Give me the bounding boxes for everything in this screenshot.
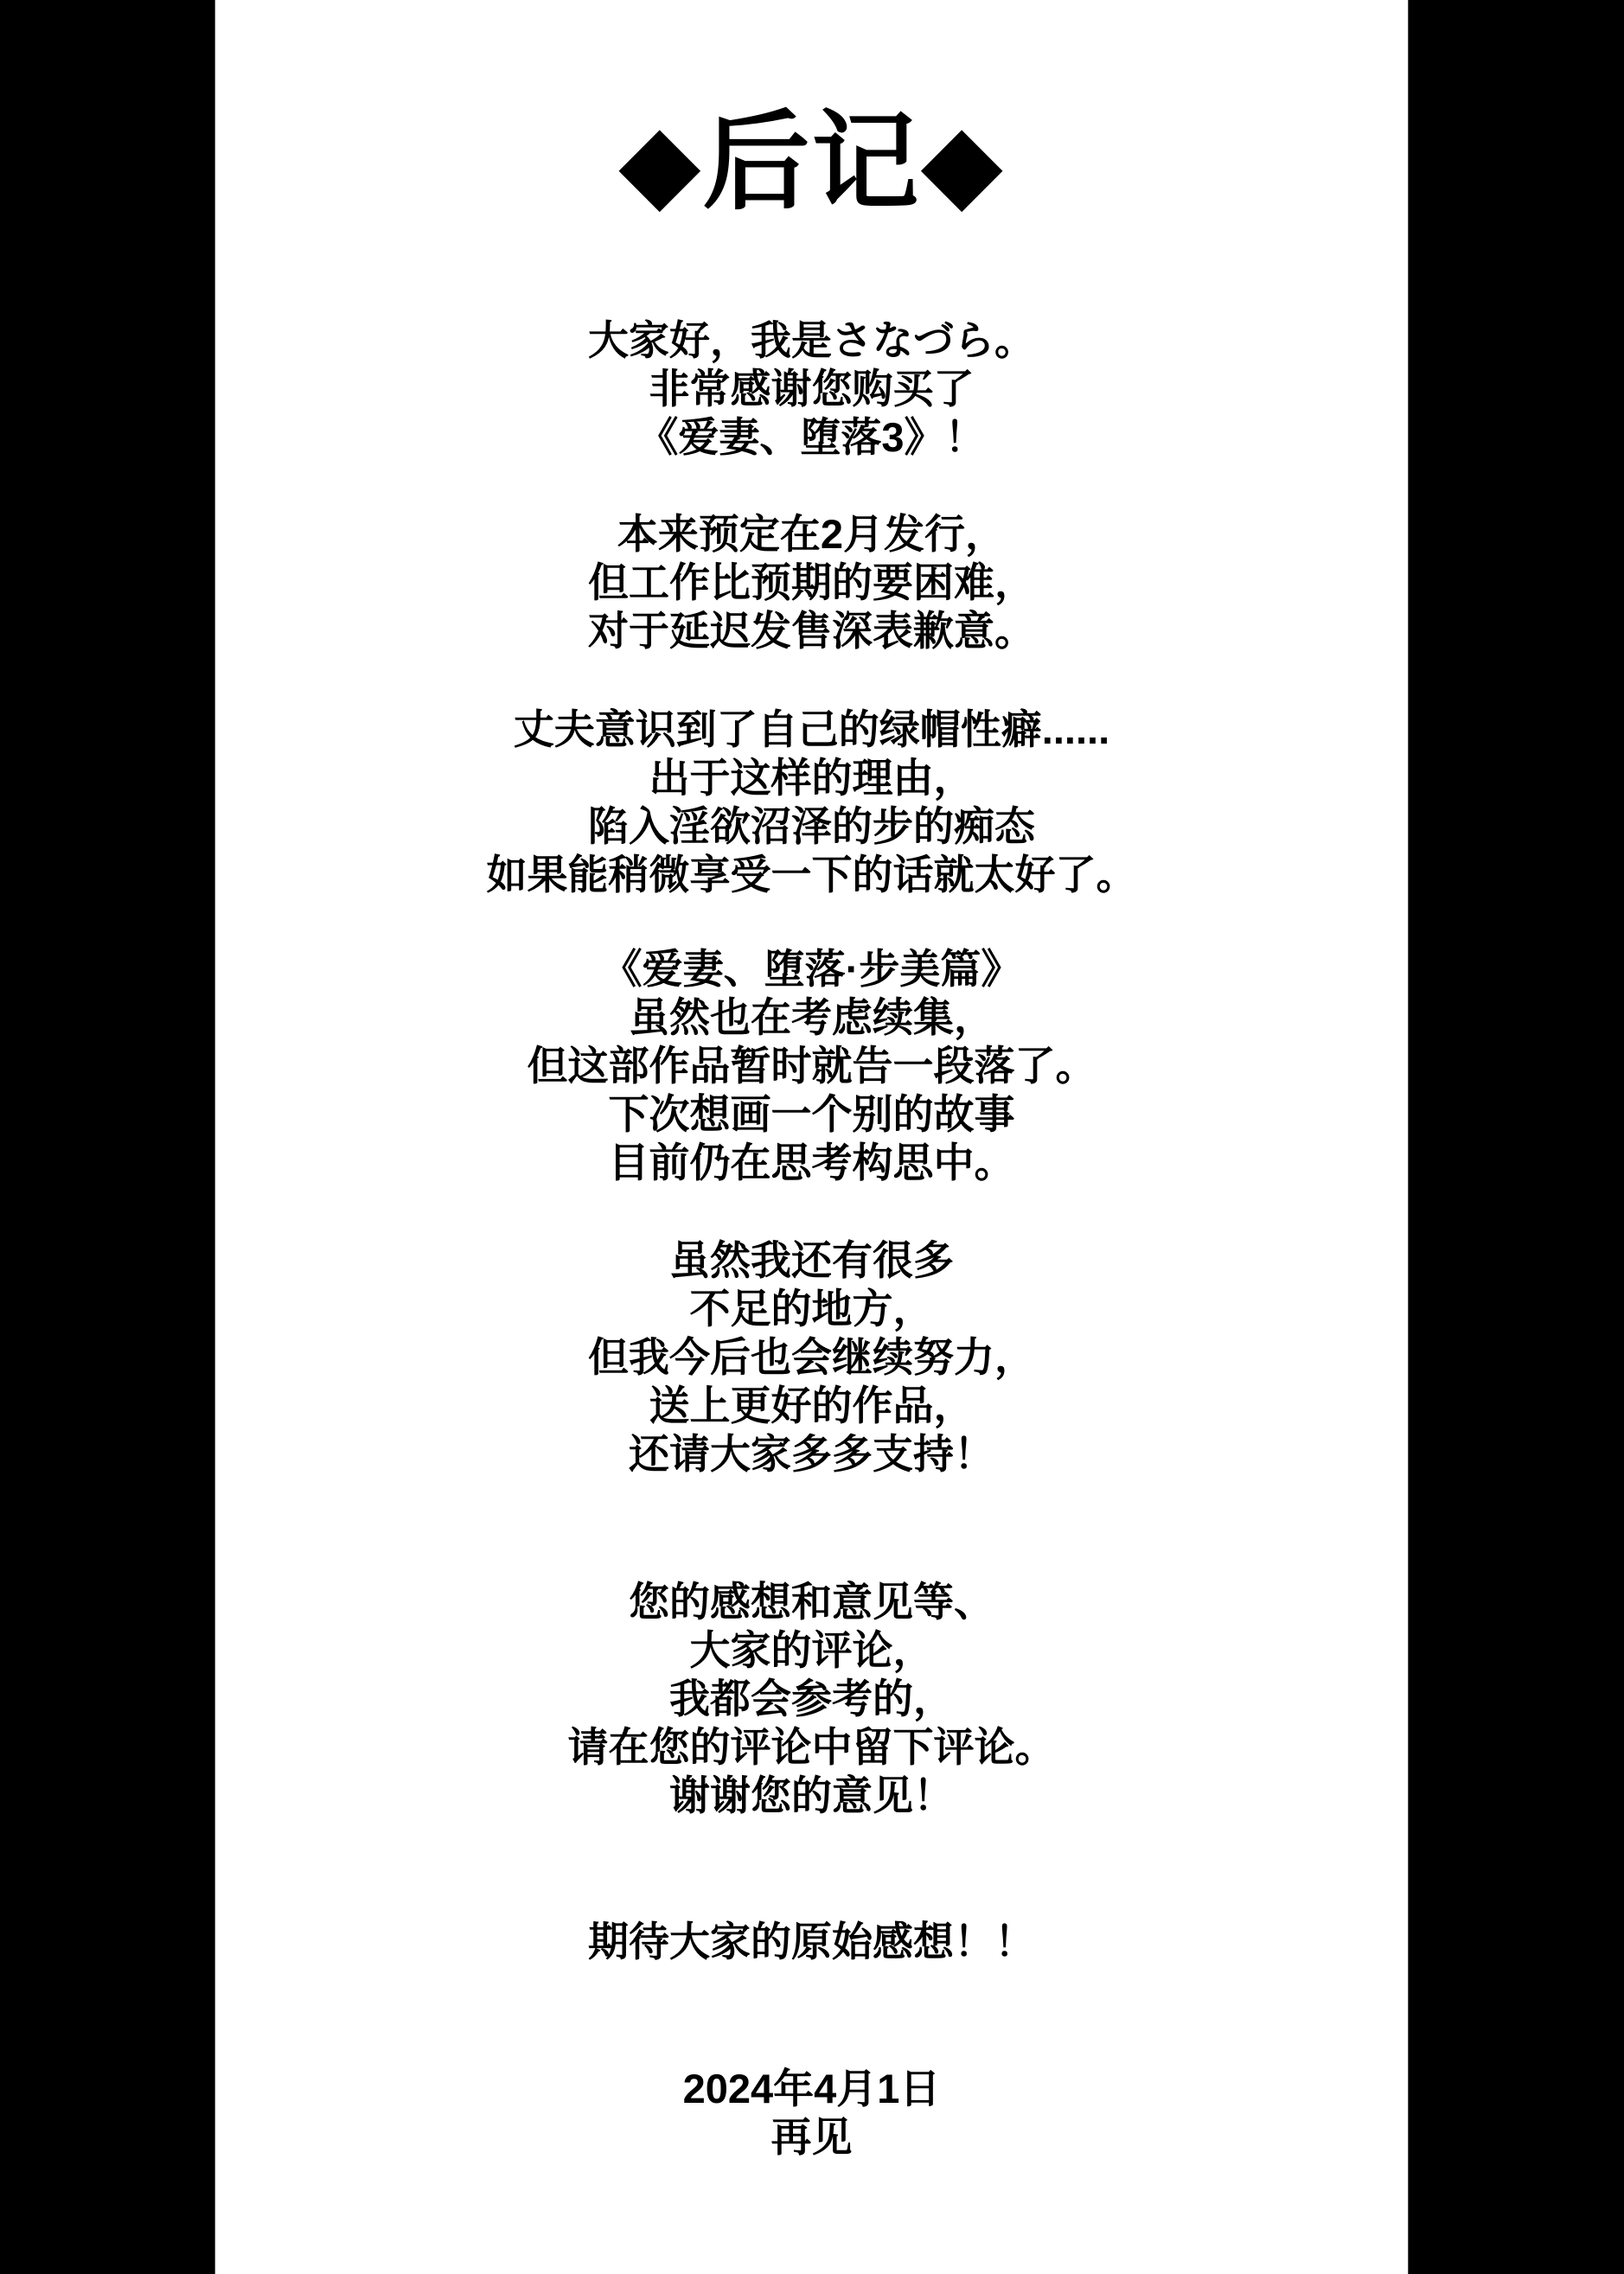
afterword-line: 本来预定在2月发行，	[617, 511, 1007, 557]
footer	[215, 2065, 1408, 2162]
afterword-line: 大家的评论，	[689, 1627, 934, 1673]
page-title: ◆后记◆	[618, 103, 1005, 222]
afterword-line: 但我今后也会继续努力，	[588, 1334, 1035, 1380]
afterword-line: 但工作比预期的要困难，	[588, 559, 1035, 605]
afterword-line: 期待大家的原始感想！！	[588, 1919, 1035, 1964]
afterword-line: 丈夫意识到了自己的绿帽性癖......	[513, 706, 1110, 752]
paper-area	[214, 0, 1409, 2274]
afterword-line: 如果能稍微享受一下的话就太好了。	[486, 852, 1137, 897]
afterword-line: 请在您的评论中留下评论。	[567, 1724, 1056, 1770]
date-line: 2024年4月1日	[682, 2066, 941, 2111]
afterword-line: 下次想画一个别的故事	[608, 1091, 1015, 1137]
paragraph-greeting	[215, 316, 1408, 462]
paragraph-awaiting-impressions	[215, 1918, 1408, 1966]
paragraph-future-efforts	[215, 1236, 1408, 1479]
afterword-line: 对于延迟发售深表歉意。	[588, 608, 1035, 654]
afterword-line: 虽然也在考虑续集，	[629, 994, 994, 1040]
paragraph-story-note	[215, 706, 1408, 899]
afterword-line: 《爱妻、堕落·步美篇》	[601, 946, 1022, 992]
farewell-line: 再见	[770, 2114, 853, 2160]
afterword-line: 非常感谢您购买了	[649, 366, 975, 412]
afterword-line: 您的感想和意见等、	[629, 1579, 994, 1625]
afterword-line: 陷入淫欲沼泽的步的痴态	[588, 803, 1035, 849]
afterword-line: 不足的地方，	[689, 1286, 934, 1332]
afterword-line: 大家好，我是さなづら。	[588, 317, 1035, 363]
afterword-line: 出于这样的理由，	[649, 755, 975, 801]
afterword-line: 目前仍在思考构思中。	[608, 1140, 1015, 1185]
afterword-line: 还请大家多多支持！	[629, 1431, 994, 1477]
paragraph-feedback-request	[215, 1578, 1408, 1820]
afterword-line: 《爱妻、堕落3》！	[637, 414, 986, 460]
paragraph-series-plans	[215, 945, 1408, 1187]
afterword-line: 我都会参考的，	[669, 1676, 954, 1721]
afterword-line: 虽然我还有很多	[669, 1237, 954, 1283]
afterword-line: 谢谢您的意见！	[669, 1773, 954, 1818]
paragraph-delay-apology	[215, 510, 1408, 655]
afterword-line: 送上更好的作品，	[649, 1383, 975, 1428]
afterword-line: 但这部作品暂时就告一段落了。	[527, 1043, 1097, 1089]
